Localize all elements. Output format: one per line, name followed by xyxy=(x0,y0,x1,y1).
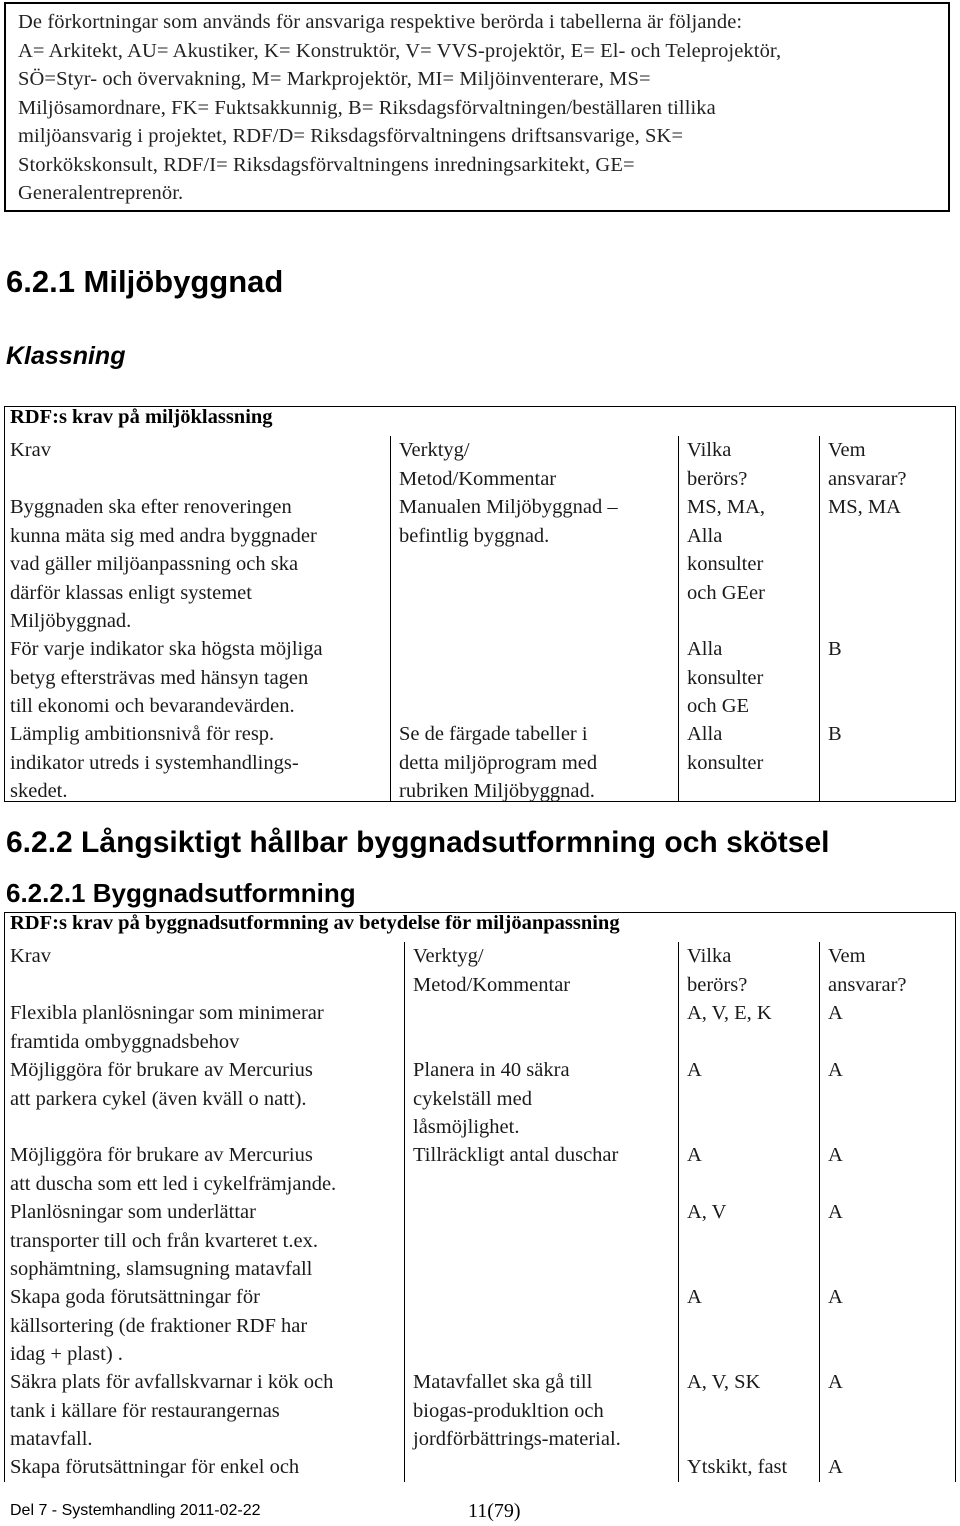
table-cell-vilka xyxy=(687,1141,702,1170)
cell-text-line: jordförbättrings-material. xyxy=(413,1428,621,1450)
header-vilka-line: berörs? xyxy=(687,973,748,996)
table-cell-vem xyxy=(828,1453,843,1482)
section-heading-langsiktigt: 6.2.2 Långsiktigt hållbar byggnadsutformning och skötsel xyxy=(6,826,830,859)
header-verktyg-line: Verktyg/ xyxy=(413,945,484,967)
cell-text-line: konsulter xyxy=(687,666,764,689)
table-cell-krav xyxy=(10,720,299,806)
header-krav-text: Krav xyxy=(10,945,51,967)
cell-text-line: sophämtning, slamsugning matavfall xyxy=(10,1258,313,1280)
table-cell-vilka xyxy=(687,1453,787,1482)
header-vilka-line: Vilka xyxy=(687,439,732,461)
table-cell-verktyg xyxy=(399,720,597,806)
footer-document-info: Del 7 - Systemhandling 2011-02-22 xyxy=(10,1502,261,1519)
header-vem-line: ansvarar? xyxy=(828,467,907,490)
table-cell-vem xyxy=(828,1056,843,1085)
table-cell-verktyg xyxy=(413,1056,570,1142)
cell-text-line: detta miljöprogram med xyxy=(399,751,598,774)
cell-text-line: till ekonomi och bevarandevärden. xyxy=(10,695,295,717)
table-cell-krav xyxy=(10,1056,313,1113)
cell-text-line: låsmöjlighet. xyxy=(413,1116,520,1138)
cell-text-line: A xyxy=(828,1371,843,1393)
cell-text-line: Skapa goda förutsättningar för xyxy=(10,1286,260,1308)
cell-text-line: tank i källare för restaurangernas xyxy=(10,1399,280,1422)
cell-text-line: A xyxy=(828,1201,843,1223)
abbreviation-line: Generalentreprenör. xyxy=(18,182,184,204)
abbreviation-line: Miljösamordnare, FK= Fuktsakkunnig, B= Riksdagsförvaltningen/beställaren tillika xyxy=(18,96,716,119)
cell-text-line: A xyxy=(687,1286,702,1308)
table-cell-vilka xyxy=(687,1368,760,1397)
table-cell-vilka xyxy=(687,1198,727,1227)
cell-text-line: konsulter xyxy=(687,553,764,575)
table-cell-vilka xyxy=(687,999,772,1028)
table-cell-vem xyxy=(828,1368,843,1397)
table-cell-vem xyxy=(828,1283,843,1312)
cell-text-line: Ytskikt, fast xyxy=(687,1456,788,1478)
cell-text-line: matavfall. xyxy=(10,1428,93,1450)
cell-text-line: MS, MA xyxy=(828,496,901,518)
cell-text-line: A xyxy=(687,1144,702,1166)
cell-text-line: Möjliggöra för brukare av Mercurius xyxy=(10,1059,313,1081)
footer-page-number: 11(79) xyxy=(468,1500,521,1522)
table-cell-vem xyxy=(828,1141,843,1170)
cell-text-line: att parkera cykel (även kväll o natt). xyxy=(10,1087,307,1110)
cell-text-line: framtida ombyggnadsbehov xyxy=(10,1030,240,1053)
header-krav-text: Krav xyxy=(10,439,51,461)
table-caption: RDF:s krav på byggnadsutformning av betydelse för miljöanpassning xyxy=(10,912,620,934)
header-verktyg xyxy=(413,942,570,999)
header-krav xyxy=(10,436,51,465)
cell-text-line: biogas-produkltion och xyxy=(413,1399,604,1422)
header-verktyg xyxy=(399,436,556,493)
cell-text-line: befintlig byggnad. xyxy=(399,524,550,547)
header-vem-line: ansvarar? xyxy=(828,973,907,996)
cell-text-line: och GEer xyxy=(687,581,765,604)
cell-text-line: Säkra plats för avfallskvarnar i kök och xyxy=(10,1371,334,1393)
cell-text-line: A xyxy=(828,1144,843,1166)
cell-text-line: och GE xyxy=(687,695,750,717)
table-cell-verktyg xyxy=(413,1141,618,1170)
header-vilka xyxy=(687,942,747,999)
cell-text-line: Skapa förutsättningar för enkel och xyxy=(10,1456,300,1478)
cell-text-line: A xyxy=(828,1002,843,1024)
table-cell-krav xyxy=(10,1141,336,1198)
cell-text-line: A xyxy=(687,1059,702,1081)
table-cell-vilka xyxy=(687,493,765,607)
abbreviation-line: De förkortningar som används för ansvariga respektive berörda i tabellerna är följande: xyxy=(18,11,743,33)
table-cell-vem xyxy=(828,999,843,1028)
table-cell-vem xyxy=(828,493,901,522)
cell-text-line: konsulter xyxy=(687,751,764,774)
cell-text-line: Lämplig ambitionsnivå för resp. xyxy=(10,723,275,745)
header-vilka-line: Vilka xyxy=(687,945,732,967)
cell-text-line: transporter till och från kvarteret t.ex. xyxy=(10,1229,318,1252)
cell-text-line: A xyxy=(828,1059,843,1081)
table-cell-vem xyxy=(828,720,842,749)
header-krav xyxy=(10,942,51,971)
subheading-klassning: Klassning xyxy=(6,342,126,370)
abbreviation-line: A= Arkitekt, AU= Akustiker, K= Konstruktör, V= VVS-projektör, E= El- och Teleprojektör, xyxy=(18,39,782,62)
table-cell-vilka xyxy=(687,1056,702,1085)
cell-text-line: vad gäller miljöanpassning och ska xyxy=(10,553,299,575)
cell-text-line: Manualen Miljöbyggnad – xyxy=(399,496,618,518)
cell-text-line: B xyxy=(828,638,842,660)
header-vem-line: Vem xyxy=(828,439,866,461)
table-cell-krav xyxy=(10,1453,299,1482)
cell-text-line: A, V, E, K xyxy=(687,1002,772,1024)
cell-text-line: Alla xyxy=(687,524,723,547)
table-cell-verktyg xyxy=(399,493,618,550)
cell-text-line: källsortering (de fraktioner RDF har xyxy=(10,1314,308,1337)
subheading-byggnadsutformning: 6.2.2.1 Byggnadsutformning xyxy=(6,878,356,908)
abbreviation-line: miljöansvarig i projektet, RDF/D= Riksdagsförvaltningens driftsansvarige, SK= xyxy=(18,125,684,147)
table-cell-krav xyxy=(10,1368,333,1454)
cell-text-line: Alla xyxy=(687,723,723,745)
cell-text-line: A xyxy=(828,1456,843,1478)
cell-text-line: därför klassas enligt systemet xyxy=(10,581,252,604)
cell-text-line: kunna mäta sig med andra byggnader xyxy=(10,524,317,547)
cell-text-line: Planera in 40 säkra xyxy=(413,1059,570,1081)
cell-text-line: Matavfallet ska gå till xyxy=(413,1371,593,1393)
section-heading-miljobyggnad: 6.2.1 Miljöbyggnad xyxy=(6,264,284,299)
cell-text-line: indikator utreds i systemhandlings- xyxy=(10,751,299,774)
header-vilka-line: berörs? xyxy=(687,467,748,490)
header-verktyg-line: Metod/Kommentar xyxy=(413,973,571,996)
header-vem xyxy=(828,436,907,493)
cell-text-line: Miljöbyggnad. xyxy=(10,610,132,632)
cell-text-line: idag + plast) . xyxy=(10,1343,123,1365)
cell-text-line: Möjliggöra för brukare av Mercurius xyxy=(10,1144,313,1166)
header-verktyg-line: Verktyg/ xyxy=(399,439,470,461)
abbreviation-line: Storkökskonsult, RDF/I= Riksdagsförvaltningens inredningsarkitekt, GE= xyxy=(18,153,635,176)
table-cell-verktyg xyxy=(413,1368,621,1454)
table-cell-krav xyxy=(10,999,324,1056)
cell-text-line: Byggnaden ska efter renoveringen xyxy=(10,496,292,518)
header-verktyg-line: Metod/Kommentar xyxy=(399,467,557,490)
header-vilka xyxy=(687,436,747,493)
cell-text-line: Flexibla planlösningar som minimerar xyxy=(10,1002,324,1024)
table-cell-krav xyxy=(10,635,323,721)
table-cell-vem xyxy=(828,1198,843,1227)
cell-text-line: att duscha som ett led i cykelfrämjande. xyxy=(10,1172,337,1195)
cell-text-line: Se de färgade tabeller i xyxy=(399,723,588,745)
cell-text-line: Planlösningar som underlättar xyxy=(10,1201,256,1223)
cell-text-line: För varje indikator ska högsta möjliga xyxy=(10,638,323,660)
table-cell-vem xyxy=(828,635,842,664)
abbreviations-text xyxy=(18,8,938,208)
cell-text-line: A, V xyxy=(687,1201,727,1223)
table-cell-krav xyxy=(10,1283,307,1369)
table-cell-krav xyxy=(10,1198,318,1284)
cell-text-line: rubriken Miljöbyggnad. xyxy=(399,780,595,802)
cell-text-line: B xyxy=(828,723,842,745)
cell-text-line: MS, MA, xyxy=(687,496,766,518)
header-vem-line: Vem xyxy=(828,945,866,967)
cell-text-line: cykelställ med xyxy=(413,1087,532,1110)
table-caption: RDF:s krav på miljöklassning xyxy=(10,406,273,428)
header-vem xyxy=(828,942,907,999)
table-cell-vilka xyxy=(687,1283,702,1312)
cell-text-line: Tillräckligt antal duschar xyxy=(413,1144,619,1166)
cell-text-line: Alla xyxy=(687,638,723,660)
abbreviation-line: SÖ=Styr- och övervakning, M= Markprojektör, MI= Miljöinventerare, MS= xyxy=(18,68,651,90)
cell-text-line: A, V, SK xyxy=(687,1371,761,1393)
table-cell-vilka xyxy=(687,720,763,777)
cell-text-line: skedet. xyxy=(10,780,68,802)
table-cell-vilka xyxy=(687,635,763,721)
cell-text-line: betyg eftersträvas med hänsyn tagen xyxy=(10,666,309,689)
cell-text-line: A xyxy=(828,1286,843,1308)
table-cell-krav xyxy=(10,493,317,636)
